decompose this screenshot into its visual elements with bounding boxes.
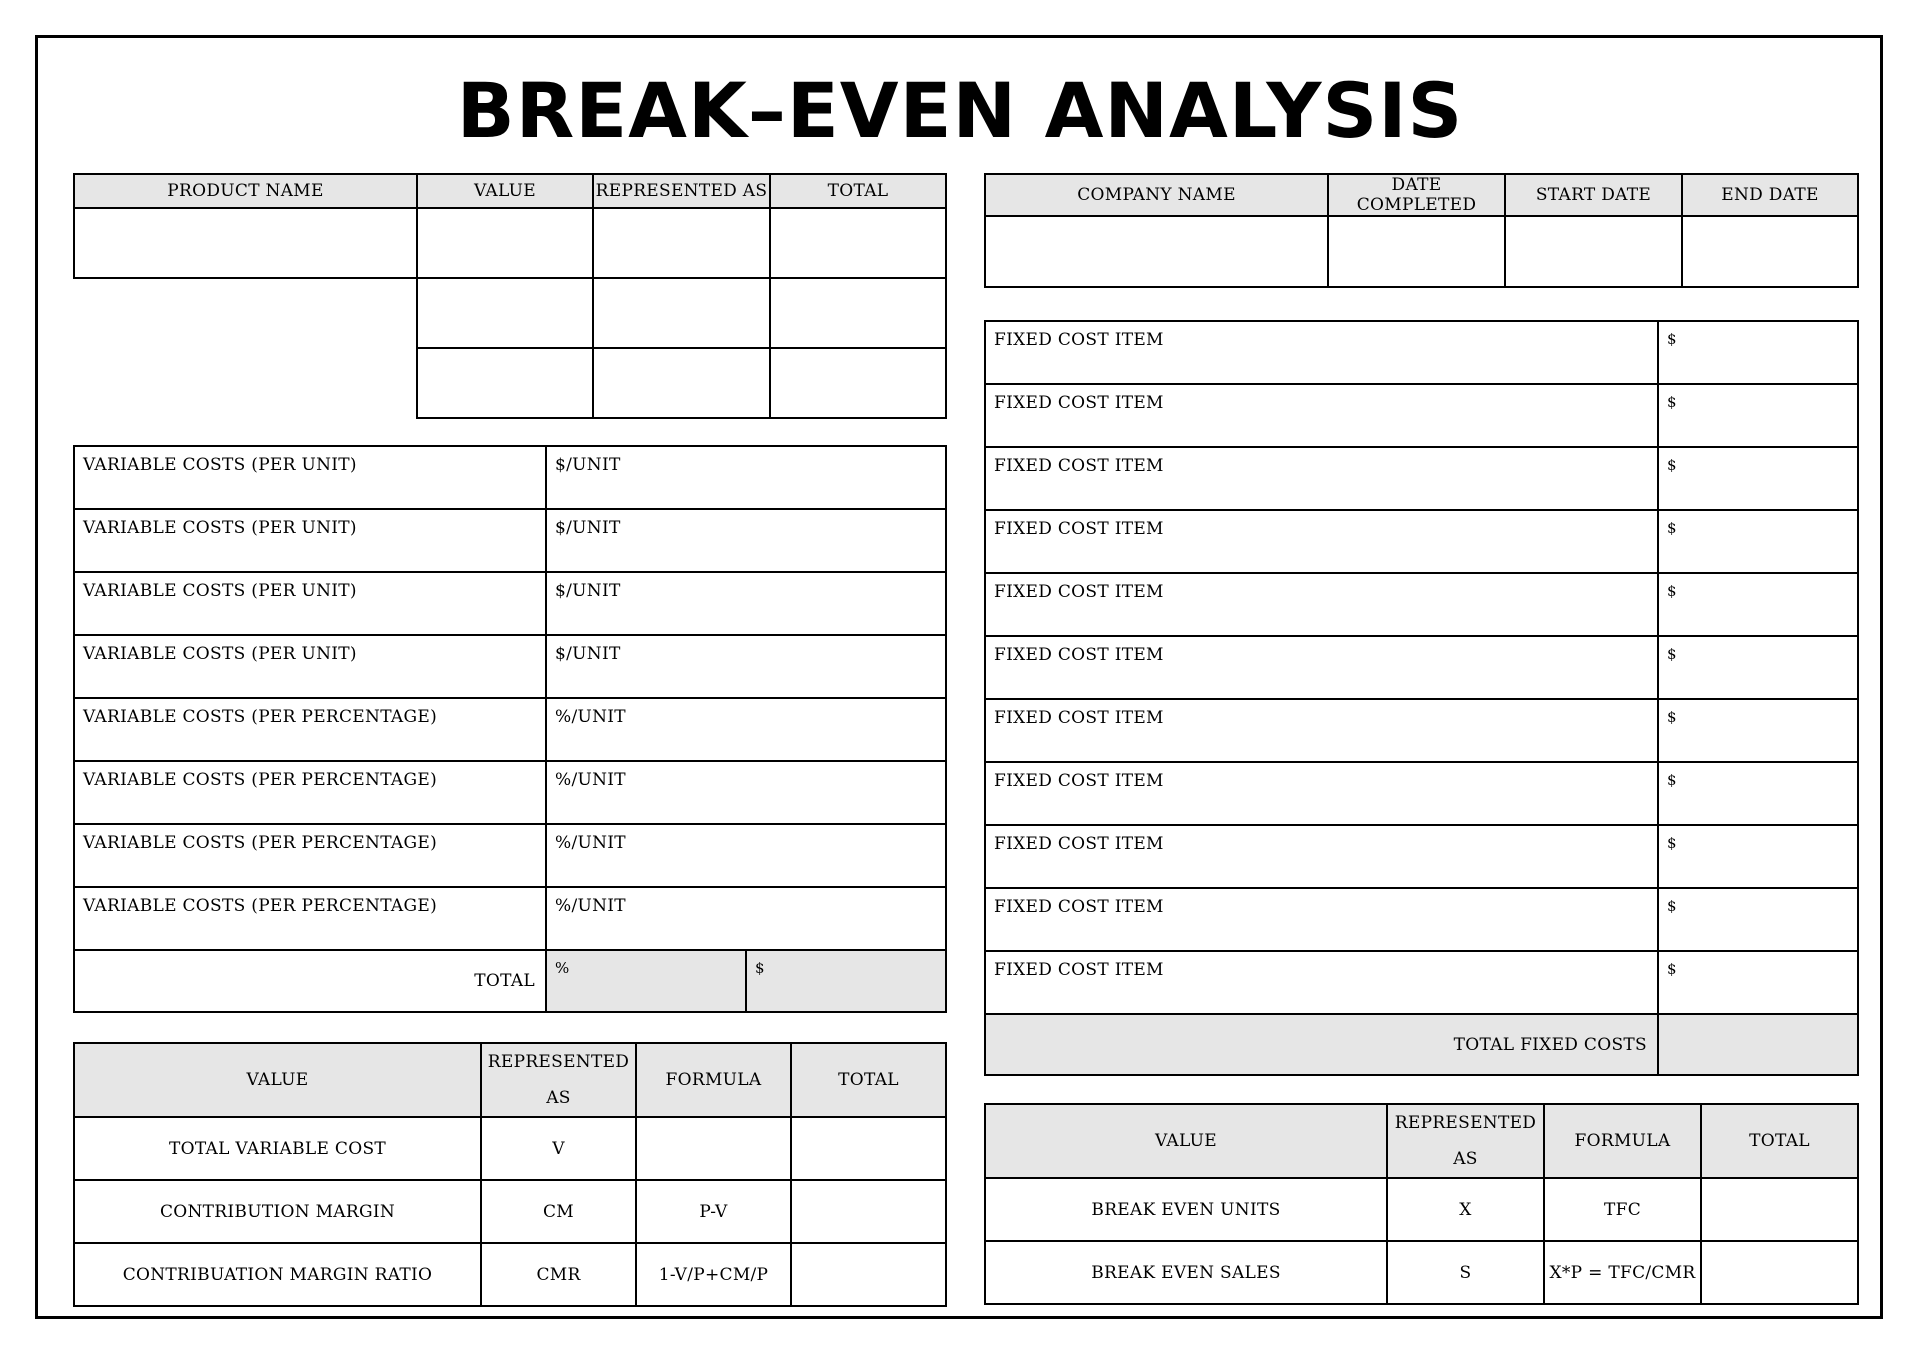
- fixed-cost-amount-input[interactable]: $: [1658, 636, 1858, 699]
- margin-row-total-input[interactable]: [791, 1180, 946, 1243]
- variable-cost-unit-input[interactable]: $/UNIT: [546, 572, 946, 635]
- fixed-cost-label: FIXED COST ITEM: [985, 699, 1658, 762]
- variable-cost-unit-input[interactable]: $/UNIT: [546, 446, 946, 509]
- margin-row-represented: CMR: [481, 1243, 636, 1306]
- fixed-cost-amount-input[interactable]: $: [1658, 384, 1858, 447]
- fixed-cost-label: FIXED COST ITEM: [985, 510, 1658, 573]
- break-even-row-value: BREAK EVEN SALES: [985, 1241, 1387, 1304]
- break-even-row-represented: S: [1387, 1241, 1544, 1304]
- margin-row-formula: [636, 1117, 791, 1180]
- start-date-header: START DATE: [1505, 174, 1682, 216]
- product-total-input[interactable]: [770, 348, 946, 418]
- product-total-header: TOTAL: [770, 174, 946, 208]
- end-date-header: END DATE: [1682, 174, 1858, 216]
- margin-formula-header: FORMULA: [636, 1043, 791, 1117]
- product-value-input[interactable]: [417, 208, 593, 278]
- variable-cost-unit-input[interactable]: $/UNIT: [546, 635, 946, 698]
- margin-row-represented: V: [481, 1117, 636, 1180]
- end-date-input[interactable]: [1682, 216, 1858, 287]
- variable-cost-label: VARIABLE COSTS (PER UNIT): [74, 509, 546, 572]
- fixed-cost-label: FIXED COST ITEM: [985, 888, 1658, 951]
- break-even-total-header: TOTAL: [1701, 1104, 1858, 1178]
- margin-row-formula: P-V: [636, 1180, 791, 1243]
- product-value-header: VALUE: [417, 174, 593, 208]
- product-table: [73, 173, 945, 418]
- fixed-costs-table: [984, 320, 1857, 1074]
- variable-cost-label: VARIABLE COSTS (PER UNIT): [74, 572, 546, 635]
- date-completed-input[interactable]: [1328, 216, 1505, 287]
- fixed-cost-label: FIXED COST ITEM: [985, 384, 1658, 447]
- product-represented-input[interactable]: [593, 208, 770, 278]
- break-even-formula-header: FORMULA: [1544, 1104, 1701, 1178]
- fixed-cost-amount-input[interactable]: $: [1658, 510, 1858, 573]
- fixed-cost-amount-input[interactable]: $: [1658, 762, 1858, 825]
- break-even-row-value: BREAK EVEN UNITS: [985, 1178, 1387, 1241]
- fixed-cost-label: FIXED COST ITEM: [985, 762, 1658, 825]
- variable-cost-label: VARIABLE COSTS (PER PERCENTAGE): [74, 824, 546, 887]
- break-even-row-total-input[interactable]: [1701, 1241, 1858, 1304]
- break-even-row-formula: X*P = TFC/CMR: [1544, 1241, 1701, 1304]
- company-table: [984, 173, 1857, 278]
- product-value-input[interactable]: [417, 278, 593, 348]
- variable-cost-unit-input[interactable]: %/UNIT: [546, 761, 946, 824]
- variable-cost-unit-input[interactable]: $/UNIT: [546, 509, 946, 572]
- product-name-input[interactable]: [74, 208, 417, 278]
- variable-cost-label: VARIABLE COSTS (PER PERCENTAGE): [74, 761, 546, 824]
- variable-costs-total-label: TOTAL: [74, 950, 546, 1012]
- break-even-represented-header: REPRESENTED AS: [1387, 1104, 1544, 1178]
- fixed-cost-label: FIXED COST ITEM: [985, 951, 1658, 1014]
- company-name-input[interactable]: [985, 216, 1328, 287]
- fixed-cost-label: FIXED COST ITEM: [985, 636, 1658, 699]
- margin-row-total-input[interactable]: [791, 1117, 946, 1180]
- contribution-margin-table: [73, 1042, 945, 1295]
- variable-costs-total-dollar-input[interactable]: $: [746, 950, 946, 1012]
- product-total-input[interactable]: [770, 278, 946, 348]
- fixed-cost-amount-input[interactable]: $: [1658, 699, 1858, 762]
- fixed-cost-amount-input[interactable]: $: [1658, 321, 1858, 384]
- margin-row-represented: CM: [481, 1180, 636, 1243]
- total-fixed-costs-input[interactable]: [1658, 1014, 1858, 1075]
- fixed-cost-amount-input[interactable]: $: [1658, 573, 1858, 636]
- product-name-header: PRODUCT NAME: [74, 174, 417, 208]
- fixed-cost-label: FIXED COST ITEM: [985, 321, 1658, 384]
- margin-total-header: TOTAL: [791, 1043, 946, 1117]
- break-even-value-header: VALUE: [985, 1104, 1387, 1178]
- break-even-row-total-input[interactable]: [1701, 1178, 1858, 1241]
- variable-cost-unit-input[interactable]: %/UNIT: [546, 824, 946, 887]
- company-name-header: COMPANY NAME: [985, 174, 1328, 216]
- break-even-row-formula: TFC: [1544, 1178, 1701, 1241]
- fixed-cost-amount-input[interactable]: $: [1658, 447, 1858, 510]
- variable-cost-label: VARIABLE COSTS (PER PERCENTAGE): [74, 887, 546, 950]
- margin-row-formula: 1-V/P+CM/P: [636, 1243, 791, 1306]
- total-fixed-costs-label: TOTAL FIXED COSTS: [985, 1014, 1658, 1075]
- break-even-table: [984, 1103, 1857, 1293]
- fixed-cost-amount-input[interactable]: $: [1658, 951, 1858, 1014]
- date-completed-header: DATE COMPLETED: [1328, 174, 1505, 216]
- fixed-cost-label: FIXED COST ITEM: [985, 447, 1658, 510]
- margin-row-value: CONTRIBUATION MARGIN RATIO: [74, 1243, 481, 1306]
- variable-cost-label: VARIABLE COSTS (PER UNIT): [74, 635, 546, 698]
- fixed-cost-label: FIXED COST ITEM: [985, 573, 1658, 636]
- margin-represented-header: REPRESENTED AS: [481, 1043, 636, 1117]
- variable-cost-unit-input[interactable]: %/UNIT: [546, 887, 946, 950]
- margin-row-value: TOTAL VARIABLE COST: [74, 1117, 481, 1180]
- margin-value-header: VALUE: [74, 1043, 481, 1117]
- variable-cost-label: VARIABLE COSTS (PER UNIT): [74, 446, 546, 509]
- margin-row-value: CONTRIBUTION MARGIN: [74, 1180, 481, 1243]
- fixed-cost-label: FIXED COST ITEM: [985, 825, 1658, 888]
- product-represented-input[interactable]: [593, 348, 770, 418]
- product-total-input[interactable]: [770, 208, 946, 278]
- product-represented-header: REPRESENTED AS: [593, 174, 770, 208]
- page-title: BREAK–EVEN ANALYSIS: [456, 66, 1464, 155]
- variable-cost-unit-input[interactable]: %/UNIT: [546, 698, 946, 761]
- variable-costs-table: [73, 445, 945, 1011]
- margin-row-total-input[interactable]: [791, 1243, 946, 1306]
- start-date-input[interactable]: [1505, 216, 1682, 287]
- fixed-cost-amount-input[interactable]: $: [1658, 825, 1858, 888]
- variable-cost-label: VARIABLE COSTS (PER PERCENTAGE): [74, 698, 546, 761]
- break-even-row-represented: X: [1387, 1178, 1544, 1241]
- product-value-input[interactable]: [417, 348, 593, 418]
- product-represented-input[interactable]: [593, 278, 770, 348]
- variable-costs-total-percent-input[interactable]: %: [546, 950, 746, 1012]
- fixed-cost-amount-input[interactable]: $: [1658, 888, 1858, 951]
